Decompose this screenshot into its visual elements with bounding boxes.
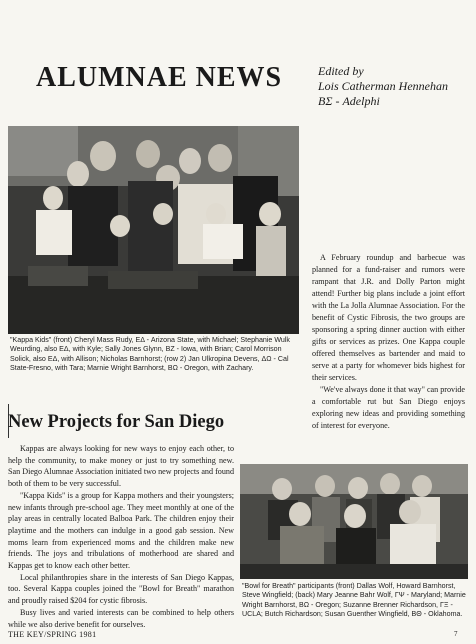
- bowl-for-breath-photo: [240, 464, 468, 579]
- paragraph: Busy lives and varied interests can be combined to help others while we also derive benefit for ourselves.: [8, 607, 234, 629]
- paragraph: Local philanthropies share in the interests of San Diego Kappas, too. Several Kappa couples joined the "Bowl for Breath" marathon and proudly raised $204 for cystic fibrosis.: [8, 572, 234, 606]
- section-title: New Projects for San Diego: [8, 412, 225, 432]
- bowl-for-breath-caption: "Bowl for Breath" participants (front) Dallas Wolf, Howard Barnhorst, Steve Wingfield; (back) Mary Jeanne Bahr Wolf, ΓΨ - Maryland; Marnie Wright Barnhorst, BΩ - Oregon; Suzanne Brenner Richardson, ΓΞ - UCLA; Butch Richardson; Susan Guenther Wingfield, BΘ - Oklahoma.: [242, 582, 466, 618]
- right-column-text: [312, 252, 465, 432]
- paragraph: A February roundup and barbecue was planned for a fund-raiser and rumors were rampant that J.R. and Dolly Parton might attend! Further big plans include a joint effort with the La Jolla Alumnae Association. For the benefit of Cystic Fibrosis, the two groups are sponsoring a spring dinner auction with either gifts or services as prizes. One Kappa couple offered themselves as bartender and maid to serve at a party for whomever bids highest for their services.: [312, 253, 465, 382]
- left-column-text: [8, 443, 234, 630]
- paragraph: "Kappa Kids" is a group for Kappa mothers and their youngsters; new infants through pre-school age. They meet monthly at one of the play areas in centrally located Balboa Park. The children enjoy their playtime and the mothers can indulge in a good gab session. New moms learn from experienced moms and the children make new friends. The joys and tribulations of motherhood are shared and Kappas get to know each other better.: [8, 490, 234, 571]
- page-number: 7: [454, 630, 458, 638]
- kappa-kids-photo: [8, 126, 299, 334]
- paragraph: "We've always done it that way" can provide a comfortable rut but San Diego enjoys exploring new ideas and providing something of interest for everyone.: [312, 385, 465, 430]
- magazine-footer: THE KEY/SPRING 1981: [8, 630, 97, 639]
- editor-line-1: Edited by: [318, 64, 364, 78]
- paragraph: Kappas are always looking for new ways to enjoy each other, to help the community, to make money or just to try something new. San Diego Alumnae Association initiated two new projects and found both of them to be very successful.: [8, 444, 234, 489]
- page-title: ALUMNAE NEWS: [36, 62, 283, 93]
- editor-line-3: BΣ - Adelphi: [318, 94, 380, 108]
- kappa-kids-caption: "Kappa Kids" (front) Cheryl Mass Rudy, EΔ - Arizona State, with Michael; Stephanie Wulk Weurding, also EΔ, with Kyle; Sally Jones Glynn, BZ - Iowa, with Brian; Carol Morrison Solick, also EΔ, with Allison; Nicholas Barnhorst; (row 2) Jan Ulkropina Devens, ΔΩ - Cal State-Fresno, with Tara; Marnie Wright Barnhorst, BΩ - Oregon, with Zachary.: [10, 336, 290, 372]
- editor-line-2: Lois Catherman Hennehan: [318, 79, 448, 93]
- editor-credit: [318, 64, 448, 109]
